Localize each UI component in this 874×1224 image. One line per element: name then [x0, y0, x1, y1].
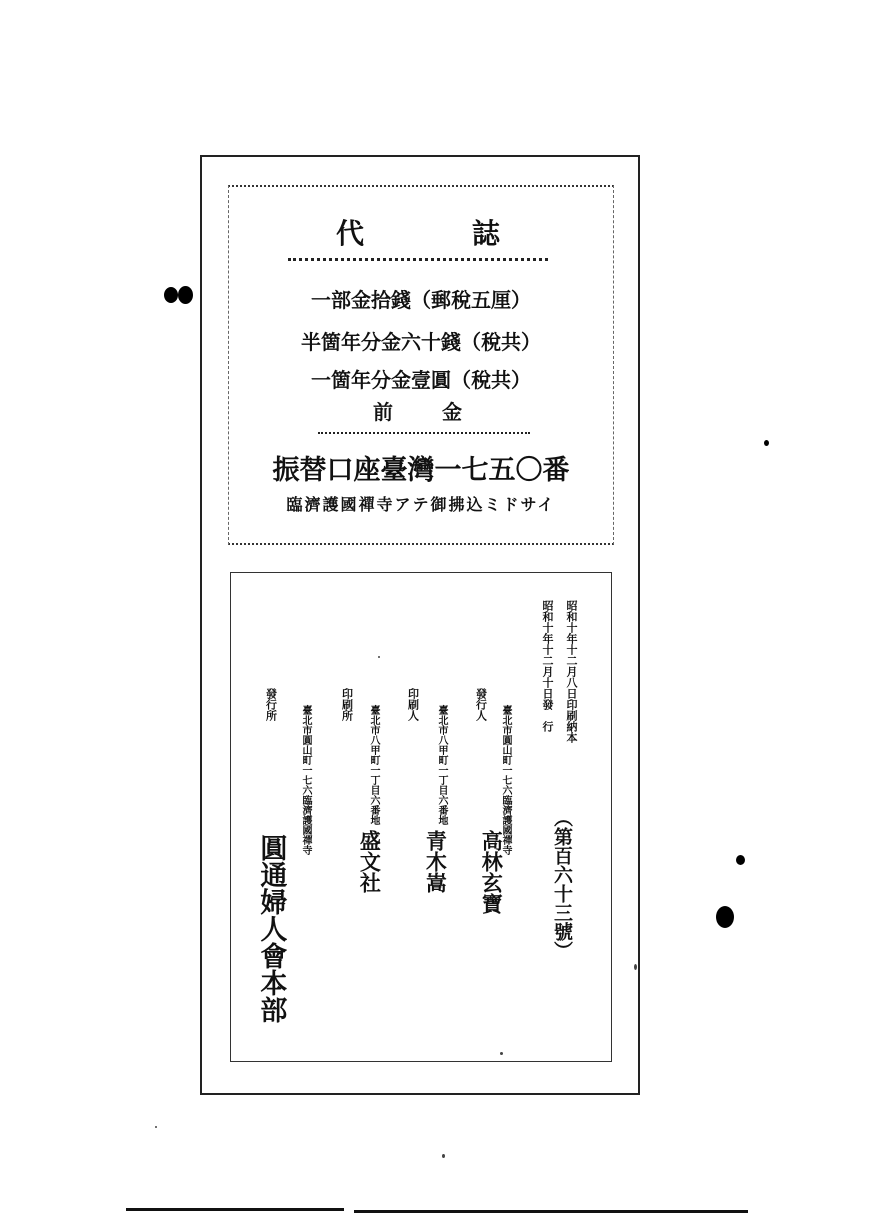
- scan-edge-line: [126, 1208, 344, 1211]
- prepayment-right: 金: [442, 400, 462, 424]
- publisher-name: 高林玄寶: [479, 830, 505, 914]
- printshop-label: 印刷所: [340, 688, 354, 721]
- prepayment-label: [228, 396, 614, 426]
- issue-number: （第百六十三號）: [551, 808, 573, 960]
- price-line-half-year: 半箇年分金六十錢（稅共）: [301, 330, 541, 354]
- ink-dot-small: [764, 440, 769, 446]
- speck: [378, 656, 380, 658]
- price-title-left: 代: [336, 217, 365, 250]
- printer-label: 印刷人: [406, 688, 420, 721]
- print-date: 昭和十年十二月八日印刷納本: [565, 600, 578, 743]
- postal-account: 振替口座臺灣一七五〇番: [272, 455, 570, 486]
- speck: [634, 964, 637, 970]
- ink-blot-left: [164, 287, 178, 303]
- publisher-label: 發行人: [474, 688, 488, 721]
- prepayment-left: 前: [373, 400, 393, 424]
- price-line-single: 一部金拾錢（郵稅五厘）: [311, 288, 531, 312]
- publisher-address: 臺北市圓山町一七六臨濟護國禪寺: [500, 705, 511, 855]
- printer-name: 青木嵩: [423, 830, 449, 893]
- speck: [500, 1052, 503, 1055]
- divider-bottom: [318, 432, 530, 434]
- issue-date: 昭和十年十二月十日發 行: [541, 600, 554, 732]
- issuer-address: 臺北市圓山町一七六臨濟護國禪寺: [300, 705, 311, 855]
- ink-dot-right: [736, 855, 745, 865]
- price-title-right: 誌: [472, 217, 501, 250]
- scan-edge-line: [354, 1210, 748, 1213]
- issuer-name: 圓通婦人會本部: [255, 834, 287, 1023]
- printshop-name: 盛文社: [357, 830, 383, 893]
- price-title: [228, 212, 614, 248]
- price-line-full-year: 一箇年分金壹圓（稅共）: [311, 368, 531, 392]
- ink-blot-left-2: [178, 286, 193, 304]
- divider-top: [288, 258, 548, 261]
- speck: [155, 1126, 157, 1128]
- issuer-label: 發行所: [264, 688, 278, 721]
- printer-address: 臺北市八甲町一丁目六番地: [436, 705, 447, 825]
- ink-blot-right: [716, 906, 734, 928]
- printshop-address: 臺北市八甲町一丁目六番地: [368, 705, 379, 825]
- payment-note: 臨濟護國禪寺アテ御拂込ミドサイ: [286, 495, 556, 514]
- speck: [442, 1154, 445, 1158]
